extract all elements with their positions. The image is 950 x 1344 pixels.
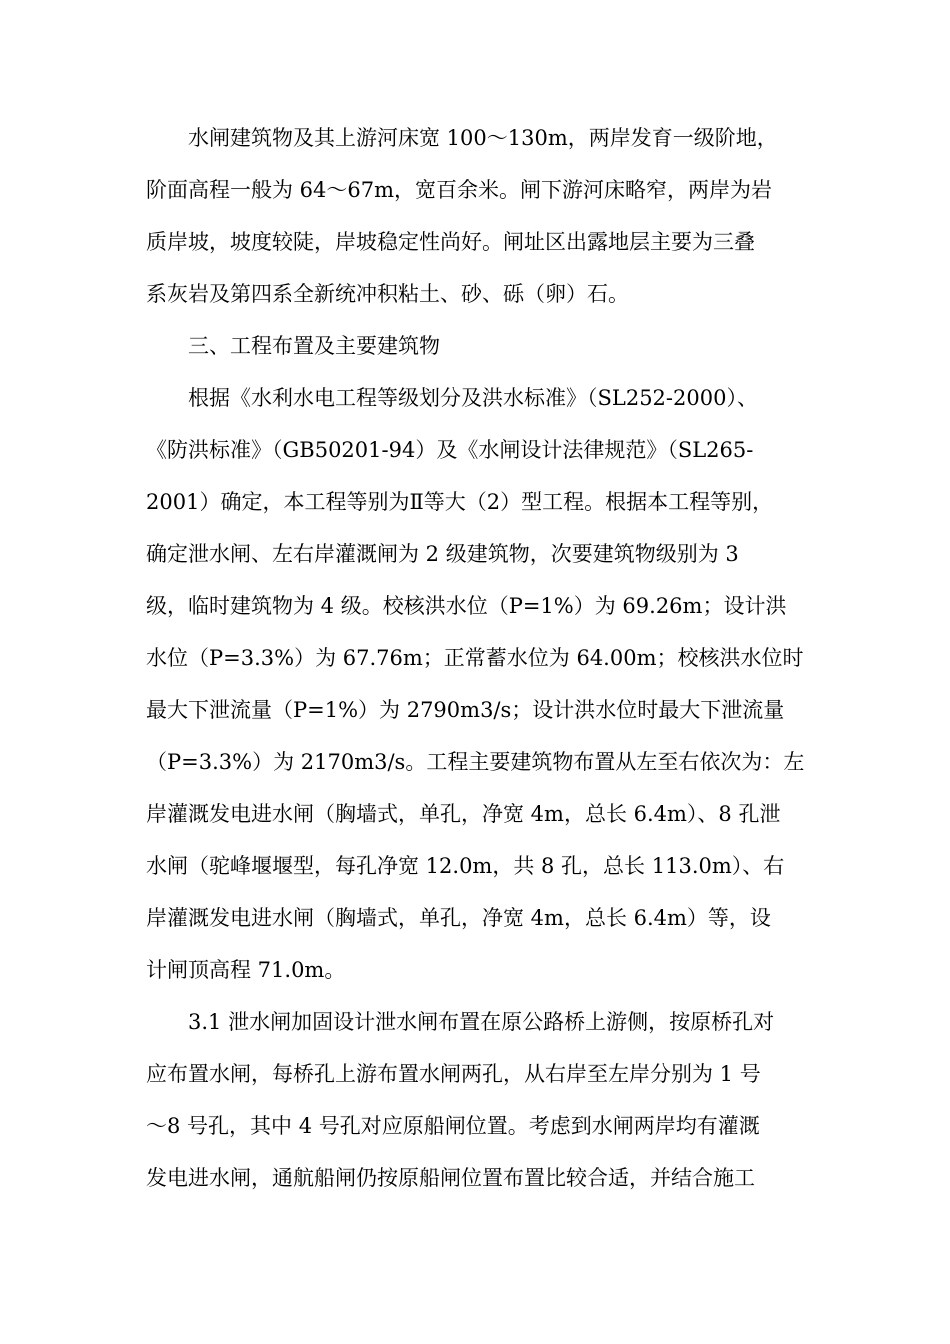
text-line: 阶面高程一般为 64～67m，宽百余米。闸下游河床略窄，两岸为岩 <box>146 178 773 202</box>
section-heading <box>146 320 808 372</box>
text-line: 3.1 泄水闸加固设计泄水闸布置在原公路桥上游侧，按原桥孔对 <box>188 1010 775 1034</box>
text-line: 应布置水闸，每桥孔上游布置水闸两孔，从右岸至左岸分别为 1 号 <box>146 1062 761 1086</box>
text-line: 水闸（驼峰堰堰型，每孔净宽 12.0m，共 8 孔，总长 113.0m）、右 <box>146 854 785 878</box>
paragraph-river-geology <box>146 112 808 320</box>
text-line: 计闸顶高程 71.0m。 <box>146 958 346 982</box>
text-line: （P=3.3%）为 2170m3/s。工程主要建筑物布置从左至右依次为：左 <box>146 750 805 774</box>
text-line: 岸灌溉发电进水闸（胸墙式，单孔，净宽 4m，总长 6.4m）等，设 <box>146 906 771 930</box>
text-line: 级，临时建筑物为 4 级。校核洪水位（P=1%）为 69.26m；设计洪 <box>146 594 787 618</box>
text-line: 发电进水闸，通航船闸仍按原船闸位置布置比较合适，并结合施工 <box>146 1166 755 1190</box>
text-line: 确定泄水闸、左右岸灌溉闸为 2 级建筑物，次要建筑物级别为 3 <box>146 542 739 566</box>
text-line: 系灰岩及第四系全新统冲积粘土、砂、砾（卵）石。 <box>146 282 629 306</box>
text-line: 水位（P=3.3%）为 67.76m；正常蓄水位为 64.00m；校核洪水位时 <box>146 646 804 670</box>
document-body <box>146 112 808 1204</box>
text-line: 《防洪标准》（GB50201-94）及《水闸设计法律规范》（SL265- <box>146 438 754 462</box>
text-line: ～8 号孔，其中 4 号孔对应原船闸位置。考虑到水闸两岸均有灌溉 <box>146 1114 760 1138</box>
paragraph-sluice-reinforcement <box>146 996 808 1204</box>
text-line: 2001）确定，本工程等别为Ⅱ等大（2）型工程。根据本工程等别， <box>146 490 774 514</box>
paragraph-engineering-grade <box>146 372 808 996</box>
text-line: 最大下泄流量（P=1%）为 2790m3/s；设计洪水位时最大下泄流量 <box>146 698 785 722</box>
text-line: 水闸建筑物及其上游河床宽 100～130m，两岸发育一级阶地， <box>188 126 778 150</box>
section-heading-text: 三、工程布置及主要建筑物 <box>188 334 440 358</box>
text-line: 岸灌溉发电进水闸（胸墙式，单孔，净宽 4m，总长 6.4m）、8 孔泄 <box>146 802 781 826</box>
text-line: 质岸坡，坡度较陡，岸坡稳定性尚好。闸址区出露地层主要为三叠 <box>146 230 755 254</box>
text-line: 根据《水利水电工程等级划分及洪水标准》（SL252-2000）、 <box>188 386 758 410</box>
